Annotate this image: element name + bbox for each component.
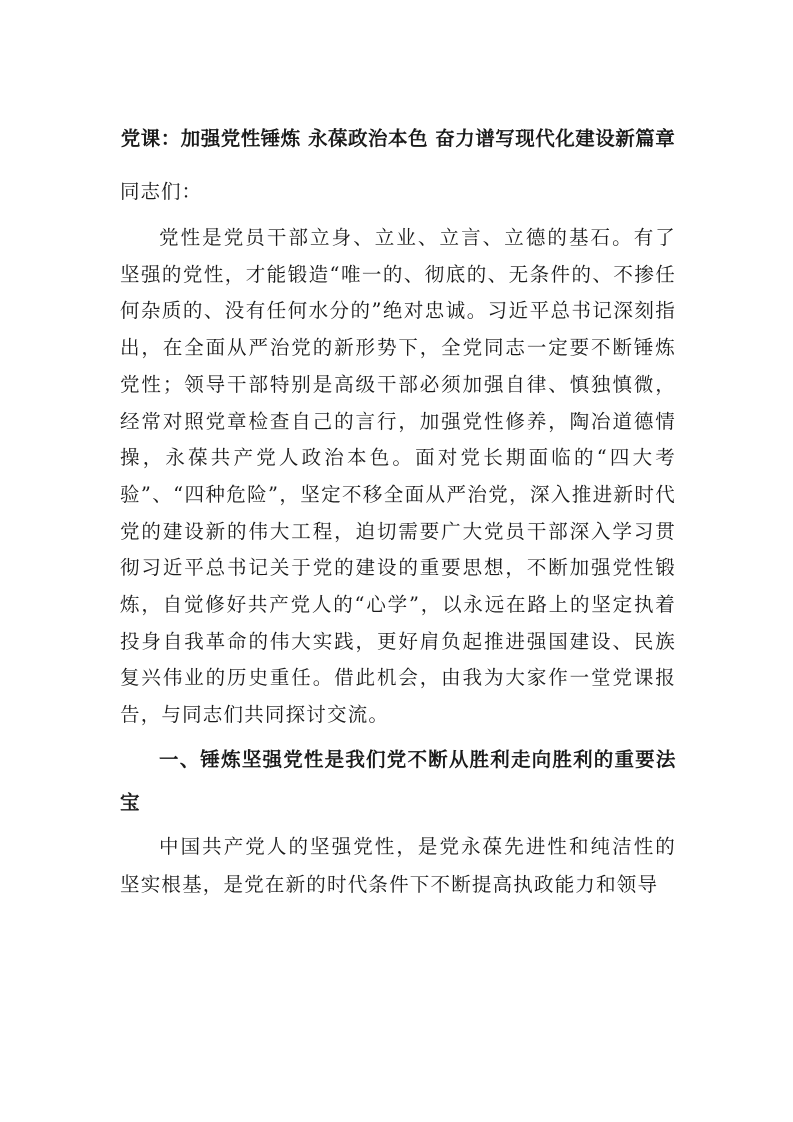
- section-1-paragraph: 中国共产党人的坚强党性，是党永葆先进性和纯洁性的坚实根基，是党在新的时代条件下不断提高执政能力和领导: [120, 834, 676, 896]
- salutation: 同志们：: [120, 180, 203, 203]
- document-title: 党课：加强党性锤炼 永葆政治本色 奋力谱写现代化建设新篇章: [120, 127, 676, 150]
- document-page: [120, 118, 676, 904]
- section-heading-1: 一、锤炼坚强党性是我们党不断从胜利走向胜利的重要法宝: [120, 747, 676, 814]
- intro-paragraph: 党性是党员干部立身、立业、立言、立德的基石。有了坚强的党性，才能锻造“唯一的、彻底的、无条件的、不掺任何杂质的、没有任何水分的”绝对忠诚。习近平总书记深刻指出，在全面从严治党的新形势下，全党同志一定要不断锤炼党性；领导干部特别是高级干部必须加强自律、慎独慎微，经常对照党章检查自己的言行，加强党性修养，陶冶道德情操，永葆共产党人政治本色。面对党长期面临的“四大考验”、“四种危险”，坚定不移全面从严治党，深入推进新时代党的建设新的伟大工程，迫切需要广大党员干部深入学习贯彻习近平总书记关于党的建设的重要思想，不断加强党性锻炼，自觉修好共产党人的“心学”，以永远在路上的坚定执着投身自我革命的伟大实践，更好肩负起推进强国建设、民族复兴伟业的历史重任。借此机会，由我为大家作一堂党课报告，与同志们共同探讨交流。: [120, 226, 676, 727]
